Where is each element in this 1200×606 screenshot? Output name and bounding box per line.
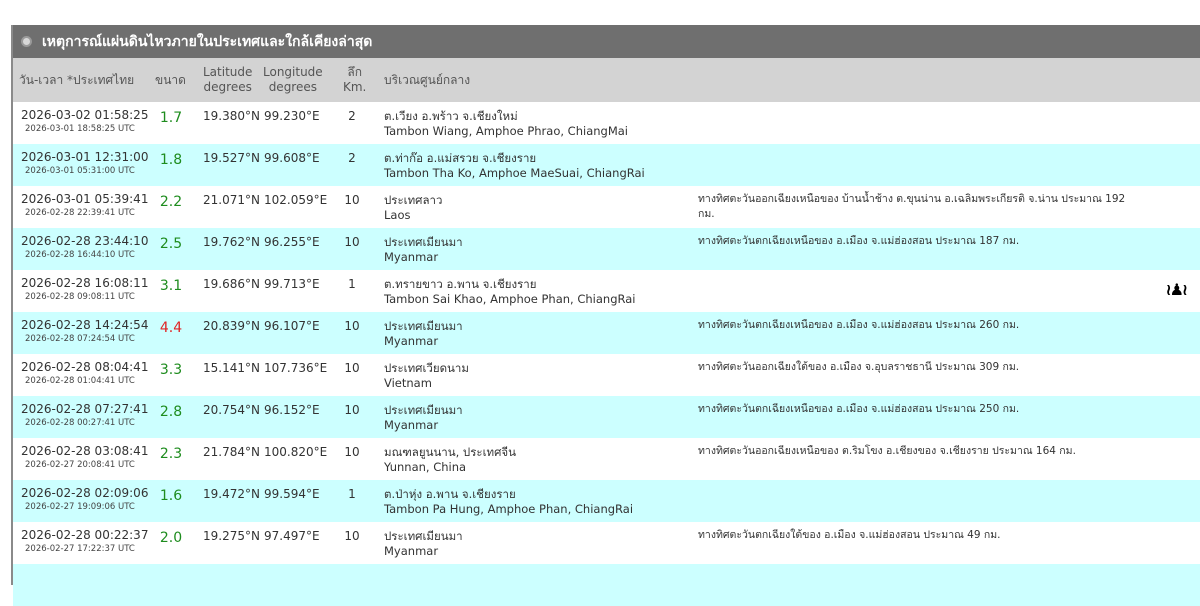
- magnitude: 1.7: [159, 110, 183, 126]
- earthquake-panel: [11, 25, 1200, 585]
- table-header: [13, 58, 1200, 102]
- location-english[interactable]: Myanmar: [384, 418, 439, 432]
- depth: 10: [344, 235, 360, 249]
- location-thai[interactable]: ต.เวียง อ.พร้าว จ.เชียงใหม่: [384, 109, 518, 123]
- longitude: 96.152°E: [264, 403, 320, 417]
- col-latitude-unit: degrees: [203, 80, 252, 94]
- datetime-utc: 2026-02-28 07:24:54 UTC: [25, 334, 135, 344]
- location-note: ทางทิศตะวันตกเฉียงเหนือของ อ.เมือง จ.แม่ฮ่องสอน ประมาณ 187 กม.: [698, 235, 1020, 247]
- longitude: 96.255°E: [264, 235, 320, 249]
- col-datetime: [19, 58, 134, 102]
- latitude: 21.071°N: [203, 193, 260, 207]
- datetime-utc: 2026-02-28 22:39:41 UTC: [25, 208, 135, 218]
- col-location: [384, 58, 470, 102]
- magnitude: 3.1: [159, 278, 183, 294]
- bullet-icon: [21, 36, 32, 47]
- felt-report-icon[interactable]: ≀♟≀: [1165, 280, 1186, 299]
- location-thai[interactable]: ต.ท่าก๊อ อ.แม่สรวย จ.เชียงราย: [384, 151, 537, 165]
- datetime-utc: 2026-02-28 09:08:11 UTC: [25, 292, 135, 302]
- magnitude: 4.4: [159, 320, 183, 336]
- location-english[interactable]: Laos: [384, 208, 411, 222]
- magnitude: 3.3: [159, 362, 183, 378]
- table-body: [13, 102, 1200, 564]
- magnitude: 1.8: [159, 152, 183, 168]
- depth: 10: [344, 445, 360, 459]
- longitude: 99.230°E: [264, 109, 320, 123]
- location-note: ทางทิศตะวันออกเฉียงเหนือของ ต.ริมโขง อ.เชียงของ จ.เชียงราย ประมาณ 164 กม.: [698, 445, 1076, 457]
- table-row[interactable]: [13, 270, 1200, 312]
- table-row[interactable]: [13, 312, 1200, 354]
- magnitude: 2.0: [159, 530, 183, 546]
- latitude: 19.527°N: [203, 151, 260, 165]
- col-depth-label: ลึก: [347, 65, 362, 79]
- col-latitude-label: Latitude: [203, 65, 253, 79]
- magnitude: 2.3: [159, 446, 183, 462]
- panel-header: [13, 25, 1200, 58]
- location-english[interactable]: Myanmar: [384, 334, 439, 348]
- datetime-utc: 2026-02-27 19:09:06 UTC: [25, 502, 135, 512]
- latitude: 19.275°N: [203, 529, 260, 543]
- latitude: 19.472°N: [203, 487, 260, 501]
- table-row[interactable]: [13, 186, 1200, 228]
- location-english[interactable]: Tambon Sai Khao, Amphoe Phan, ChiangRai: [384, 292, 636, 306]
- col-longitude: [263, 58, 323, 102]
- longitude: 96.107°E: [264, 319, 320, 333]
- datetime-thai: 2026-02-28 23:44:10: [21, 234, 149, 248]
- location-note: ทางทิศตะวันตกเฉียงใต้ของ อ.เมือง จ.แม่ฮ่องสอน ประมาณ 49 กม.: [698, 529, 1001, 541]
- datetime-thai: 2026-02-28 16:08:11: [21, 276, 149, 290]
- table-row[interactable]: [13, 102, 1200, 144]
- datetime-utc: 2026-03-01 18:58:25 UTC: [25, 124, 135, 134]
- longitude: 99.608°E: [264, 151, 320, 165]
- longitude: 99.594°E: [264, 487, 320, 501]
- longitude: 99.713°E: [264, 277, 320, 291]
- latitude: 15.141°N: [203, 361, 260, 375]
- datetime-thai: 2026-03-02 01:58:25: [21, 108, 149, 122]
- location-thai[interactable]: ประเทศเมียนมา: [384, 529, 463, 543]
- location-note: ทางทิศตะวันตกเฉียงเหนือของ อ.เมือง จ.แม่ฮ่องสอน ประมาณ 250 กม.: [698, 403, 1020, 415]
- col-longitude-unit: degrees: [268, 80, 317, 94]
- location-thai[interactable]: ประเทศเมียนมา: [384, 403, 463, 417]
- location-thai[interactable]: ประเทศเมียนมา: [384, 319, 463, 333]
- location-thai[interactable]: ประเทศเมียนมา: [384, 235, 463, 249]
- col-depth: [343, 58, 366, 102]
- longitude: 100.820°E: [264, 445, 328, 459]
- datetime-thai: 2026-02-28 08:04:41: [21, 360, 149, 374]
- longitude: 97.497°E: [264, 529, 320, 543]
- location-english[interactable]: Myanmar: [384, 544, 439, 558]
- latitude: 19.686°N: [203, 277, 260, 291]
- location-english[interactable]: Myanmar: [384, 250, 439, 264]
- latitude: 19.380°N: [203, 109, 260, 123]
- location-note: ทางทิศตะวันออกเฉียงใต้ของ อ.เมือง จ.อุบลราชธานี ประมาณ 309 กม.: [698, 361, 1020, 373]
- panel-title: เหตุการณ์แผ่นดินไหวภายในประเทศและใกล้เคียงล่าสุด: [42, 33, 373, 50]
- table-row[interactable]: [13, 144, 1200, 186]
- datetime-thai: 2026-02-28 14:24:54: [21, 318, 149, 332]
- table-row[interactable]: [13, 480, 1200, 522]
- table-row[interactable]: [13, 228, 1200, 270]
- col-depth-unit: Km.: [343, 80, 367, 94]
- datetime-utc: 2026-02-28 01:04:41 UTC: [25, 376, 135, 386]
- datetime-thai: 2026-02-28 00:22:37: [21, 528, 149, 542]
- depth: 10: [344, 361, 360, 375]
- table-row[interactable]: [13, 522, 1200, 564]
- location-thai[interactable]: ต.ป่าหุ่ง อ.พาน จ.เชียงราย: [384, 487, 516, 501]
- datetime-thai: 2026-03-01 05:39:41: [21, 192, 149, 206]
- location-english[interactable]: Tambon Wiang, Amphoe Phrao, ChiangMai: [384, 124, 628, 138]
- latitude: 19.762°N: [203, 235, 260, 249]
- depth: 1: [348, 277, 356, 291]
- datetime-utc: 2026-03-01 05:31:00 UTC: [25, 166, 135, 176]
- datetime-thai: 2026-02-28 02:09:06: [21, 486, 149, 500]
- location-english[interactable]: Tambon Tha Ko, Amphoe MaeSuai, ChiangRai: [384, 166, 645, 180]
- datetime-utc: 2026-02-27 20:08:41 UTC: [25, 460, 135, 470]
- depth: 10: [344, 529, 360, 543]
- datetime-utc: 2026-02-27 17:22:37 UTC: [25, 544, 135, 554]
- location-english[interactable]: Vietnam: [384, 376, 432, 390]
- table-row-partial: [13, 564, 1200, 606]
- col-longitude-label: Longitude: [263, 65, 323, 79]
- location-english[interactable]: Tambon Pa Hung, Amphoe Phan, ChiangRai: [384, 502, 634, 516]
- datetime-thai: 2026-02-28 07:27:41: [21, 402, 149, 416]
- datetime-thai: 2026-03-01 12:31:00: [21, 150, 149, 164]
- latitude: 20.754°N: [203, 403, 260, 417]
- longitude: 102.059°E: [264, 193, 328, 207]
- latitude: 21.784°N: [203, 445, 260, 459]
- depth: 2: [348, 151, 356, 165]
- depth: 2: [348, 109, 356, 123]
- latitude: 20.839°N: [203, 319, 260, 333]
- location-thai[interactable]: มณฑลยูนนาน, ประเทศจีน: [384, 445, 516, 459]
- location-english[interactable]: Yunnan, China: [384, 460, 467, 474]
- depth: 10: [344, 193, 360, 207]
- magnitude: 2.2: [159, 194, 183, 210]
- col-latitude: [203, 58, 252, 102]
- magnitude: 2.8: [159, 404, 183, 420]
- col-location-label: บริเวณศูนย์กลาง: [384, 72, 471, 87]
- magnitude: 2.5: [159, 236, 183, 252]
- col-magnitude-label: ขนาด: [155, 72, 186, 87]
- col-datetime-label: วัน-เวลา *ประเทศไทย: [19, 72, 135, 87]
- magnitude: 1.6: [159, 488, 183, 504]
- table-row[interactable]: [13, 354, 1200, 396]
- datetime-utc: 2026-02-28 00:27:41 UTC: [25, 418, 135, 428]
- table-row[interactable]: [13, 438, 1200, 480]
- longitude: 107.736°E: [264, 361, 328, 375]
- col-magnitude: [155, 58, 186, 102]
- location-note: ทางทิศตะวันออกเฉียงเหนือของ บ้านน้ำช้าง ต.ขุนน่าน อ.เฉลิมพระเกียรติ จ.น่าน ประมาณ 192 กม.: [698, 193, 1126, 220]
- table-row[interactable]: [13, 396, 1200, 438]
- location-thai[interactable]: ประเทศลาว: [384, 193, 443, 207]
- depth: 10: [344, 319, 360, 333]
- location-thai[interactable]: ประเทศเวียดนาม: [384, 361, 469, 375]
- datetime-utc: 2026-02-28 16:44:10 UTC: [25, 250, 135, 260]
- depth: 10: [344, 403, 360, 417]
- location-note: ทางทิศตะวันตกเฉียงเหนือของ อ.เมือง จ.แม่ฮ่องสอน ประมาณ 260 กม.: [698, 319, 1020, 331]
- location-thai[interactable]: ต.ทรายขาว อ.พาน จ.เชียงราย: [384, 277, 537, 291]
- datetime-thai: 2026-02-28 03:08:41: [21, 444, 149, 458]
- depth: 1: [348, 487, 356, 501]
